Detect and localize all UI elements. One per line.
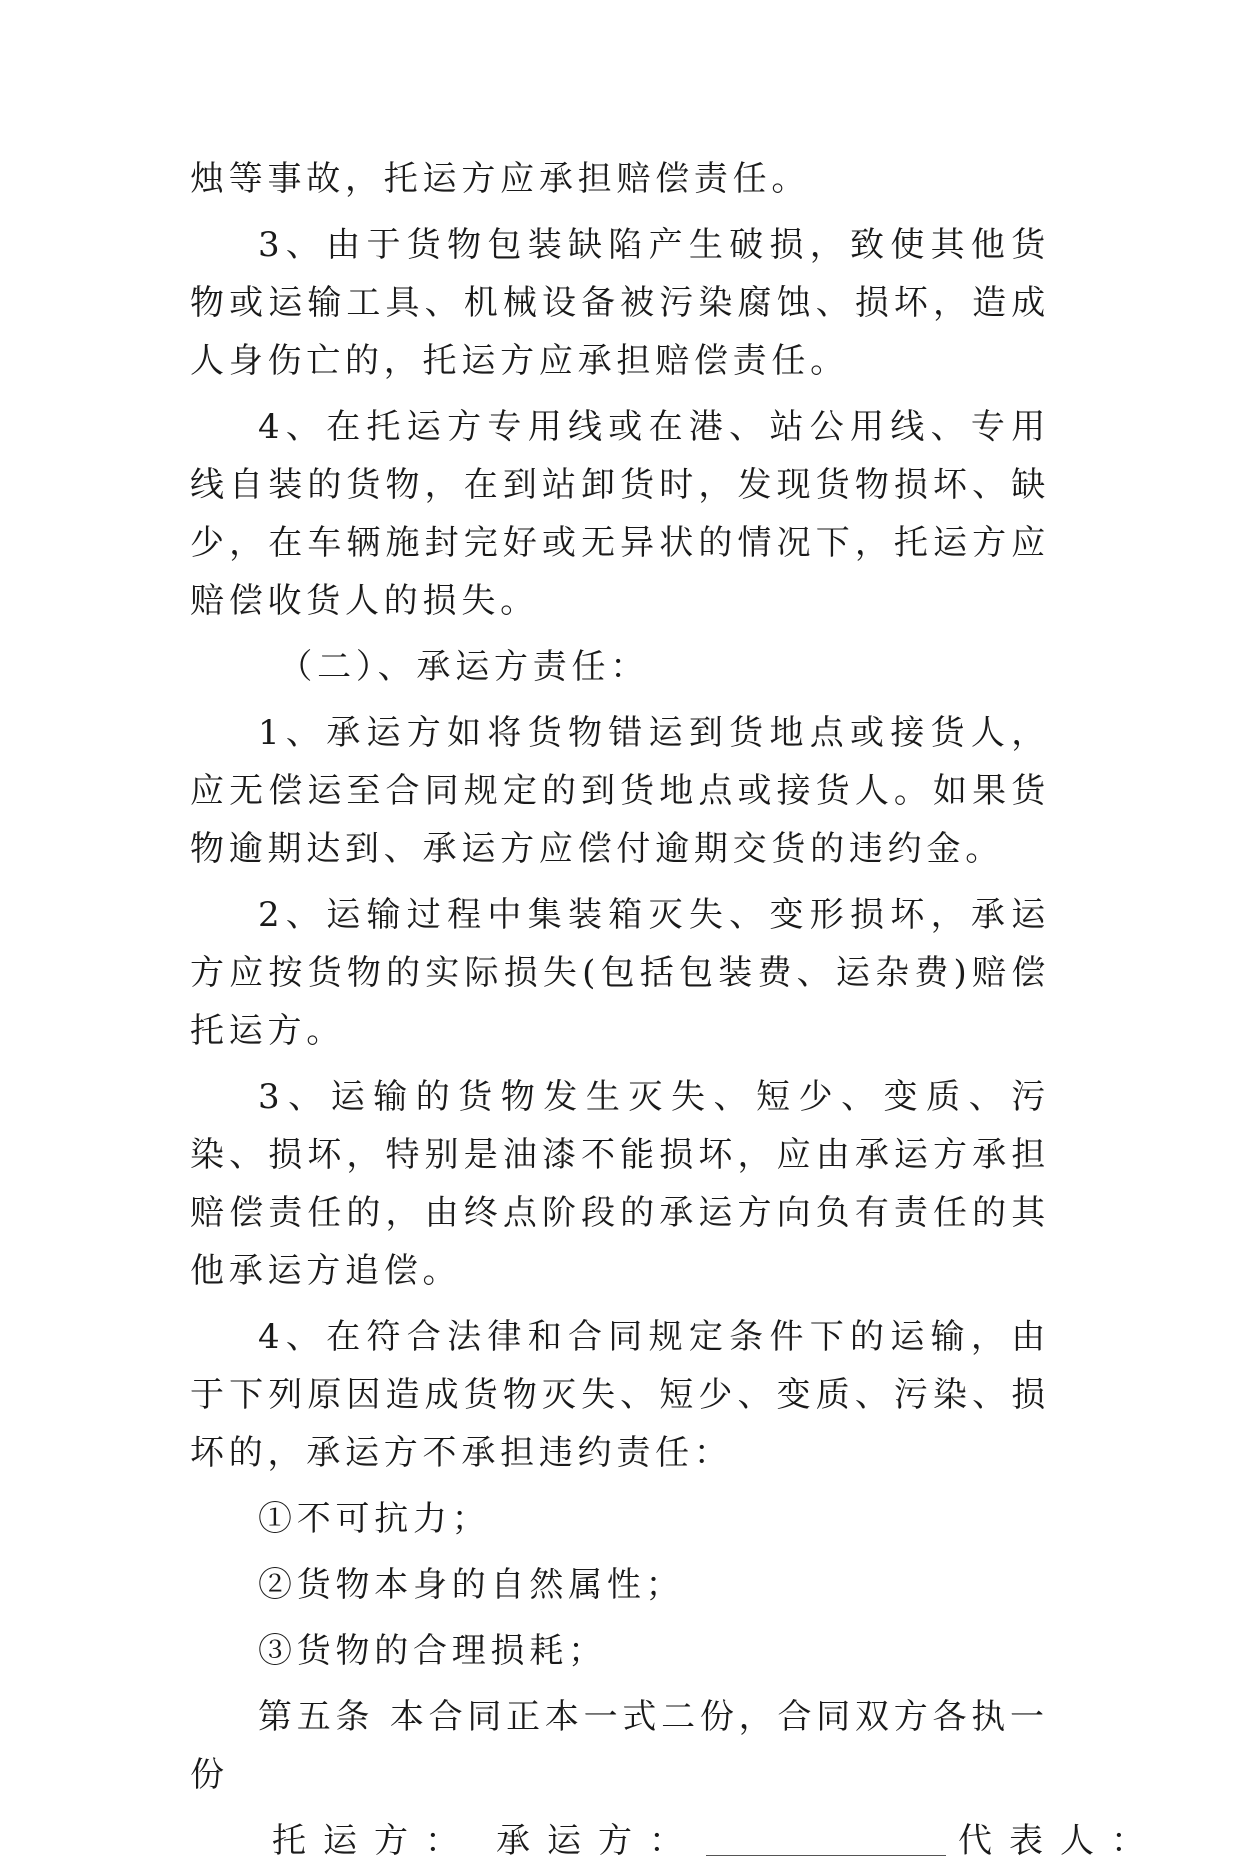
representative-label: 代表人： bbox=[958, 1821, 1162, 1861]
shipper-clause-4: 4、在托运方专用线或在港、站公用线、专用线自装的货物，在到站卸货时，发现货物损坏、缺少，在车辆施封完好或无异状的情况下，托运方应赔偿收货人的损失。 bbox=[190, 407, 1050, 621]
signature-line bbox=[190, 1812, 1162, 1870]
shipper-clause-3: 3、由于货物包装缺陷产生破损，致使其他货物或运输工具、机械设备被污染腐蚀、损坏，造成人身伤亡的，托运方应承担赔偿责任。 bbox=[190, 225, 1050, 381]
exemption-item-force-majeure: ①不可抗力； bbox=[258, 1499, 491, 1539]
shipper-label: 托运方： bbox=[272, 1821, 476, 1861]
document-page bbox=[190, 150, 1162, 1870]
carrier-clause-1: 1、承运方如将货物错运到货地点或接货人，应无偿运至合同规定的到货地点或接货人。如果货物逾期达到、承运方应偿付逾期交货的违约金。 bbox=[190, 713, 1050, 869]
article-5: 第五条 本合同正本一式二份，合同双方各执一份 bbox=[190, 1697, 1049, 1795]
paragraph-continuation: 烛等事故，托运方应承担赔偿责任。 bbox=[190, 159, 811, 199]
exemption-item-natural-property: ②货物本身的自然属性； bbox=[258, 1565, 685, 1605]
carrier-clause-2: 2、运输过程中集装箱灭失、变形损坏，承运方应按货物的实际损失(包括包装费、运杂费)赔偿托运方。 bbox=[190, 895, 1050, 1051]
carrier-label: 承运方： bbox=[496, 1821, 700, 1861]
carrier-clause-3: 3、运输的货物发生灭失、短少、变质、污染、损坏，特别是油漆不能损坏，应由承运方承担赔偿责任的，由终点阶段的承运方向负有责任的其他承运方追偿。 bbox=[190, 1077, 1050, 1291]
carrier-clause-4: 4、在符合法律和合同规定条件下的运输，由于下列原因造成货物灭失、短少、变质、污染、损坏的，承运方不承担违约责任： bbox=[190, 1317, 1050, 1473]
carrier-responsibility-heading: （二）、承运方责任： bbox=[278, 647, 649, 687]
carrier-signature-blank[interactable] bbox=[706, 1825, 946, 1856]
exemption-item-reasonable-loss: ③货物的合理损耗； bbox=[258, 1631, 607, 1671]
